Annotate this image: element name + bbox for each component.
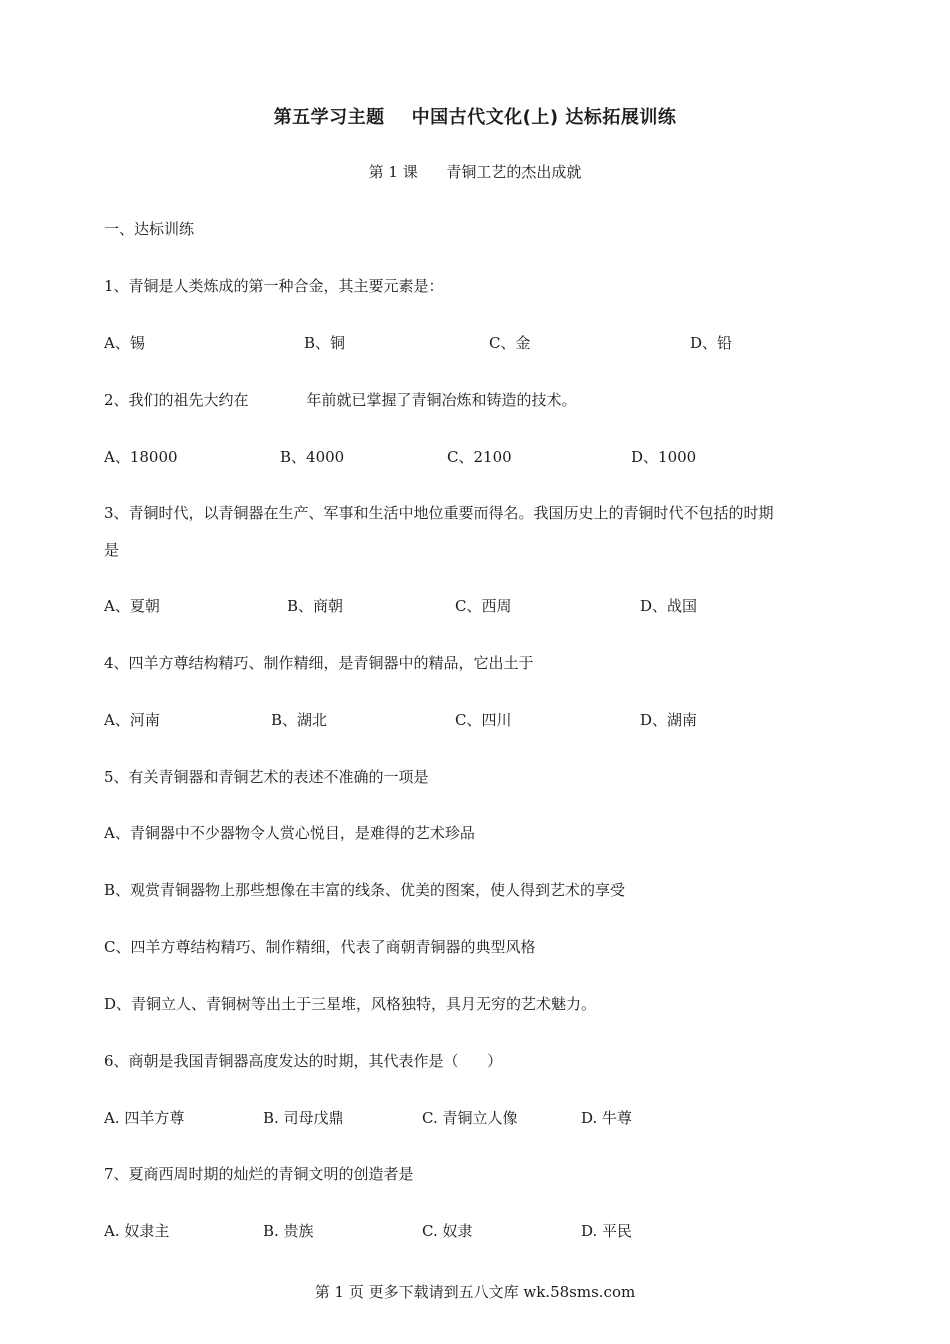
question-1-option-d: D、铅 — [690, 334, 733, 352]
question-4-text: 4、四羊方尊结构精巧、制作精细，是青铜器中的精品，它出土于 — [104, 654, 534, 672]
question-2-text-before: 2、我们的祖先大约在 — [104, 391, 249, 409]
question-7-option-c: C. 奴隶 — [422, 1222, 473, 1240]
question-3-text-line1: 3、青铜时代，以青铜器在生产、军事和生活中地位重要而得名。我国历史上的青铜时代不包括的时期 — [104, 504, 774, 522]
question-4-option-c: C、四川 — [455, 711, 512, 729]
question-4-option-b: B、湖北 — [271, 711, 328, 729]
question-7-option-b: B. 贵族 — [263, 1222, 314, 1240]
question-2-option-a: A、18000 — [104, 448, 178, 466]
lesson-subtitle: 第 1 课 青铜工艺的杰出成就 — [368, 163, 582, 181]
question-1-option-c: C、金 — [489, 334, 531, 352]
question-6-option-a: A. 四羊方尊 — [104, 1109, 185, 1127]
question-6-option-c: C. 青铜立人像 — [422, 1109, 518, 1127]
question-5-text: 5、有关青铜器和青铜艺术的表述不准确的一项是 — [104, 768, 429, 786]
question-2-option-b: B、4000 — [280, 448, 345, 466]
question-6-option-b: B. 司母戊鼎 — [263, 1109, 344, 1127]
question-5-option-b: B、观赏青铜器物上那些想像在丰富的线条、优美的图案，使人得到艺术的享受 — [104, 881, 626, 899]
question-5-option-a: A、青铜器中不少器物令人赏心悦目，是难得的艺术珍品 — [104, 824, 475, 842]
question-6-text: 6、商朝是我国青铜器高度发达的时期，其代表作是（ ） — [104, 1052, 503, 1070]
question-5-option-c: C、四羊方尊结构精巧、制作精细，代表了商朝青铜器的典型风格 — [104, 938, 536, 956]
question-1-text: 1、青铜是人类炼成的第一种合金，其主要元素是： — [104, 277, 444, 295]
section-heading: 一、达标训练 — [104, 220, 195, 238]
question-6-option-d: D. 牛尊 — [581, 1109, 633, 1127]
page-footer: 第 1 页 更多下载请到五八文库 wk.58sms.com — [314, 1283, 636, 1301]
question-2-option-c: C、2100 — [447, 448, 512, 466]
question-4-option-d: D、湖南 — [640, 711, 698, 729]
question-1-option-b: B、铜 — [304, 334, 346, 352]
question-5-option-d: D、青铜立人、青铜树等出土于三星堆，风格独特，具月无穷的艺术魅力。 — [104, 995, 597, 1013]
question-7-option-a: A. 奴隶主 — [104, 1222, 170, 1240]
question-3-option-d: D、战国 — [640, 597, 698, 615]
question-3-option-a: A、夏朝 — [104, 597, 160, 615]
question-2-text-after: 年前就已掌握了青铜冶炼和铸造的技术。 — [306, 391, 577, 409]
question-3-option-b: B、商朝 — [287, 597, 344, 615]
question-7-text: 7、夏商西周时期的灿烂的青铜文明的创造者是 — [104, 1165, 414, 1183]
question-7-option-d: D. 平民 — [581, 1222, 633, 1240]
question-3-text-line2: 是 — [104, 541, 120, 559]
question-3-option-c: C、西周 — [455, 597, 512, 615]
page-title: 第五学习主题 中国古代文化(上) 达标拓展训练 — [273, 107, 677, 128]
question-2-option-d: D、1000 — [631, 448, 697, 466]
question-2-text — [104, 390, 577, 410]
question-4-option-a: A、河南 — [104, 711, 160, 729]
question-1-option-a: A、锡 — [104, 334, 145, 352]
